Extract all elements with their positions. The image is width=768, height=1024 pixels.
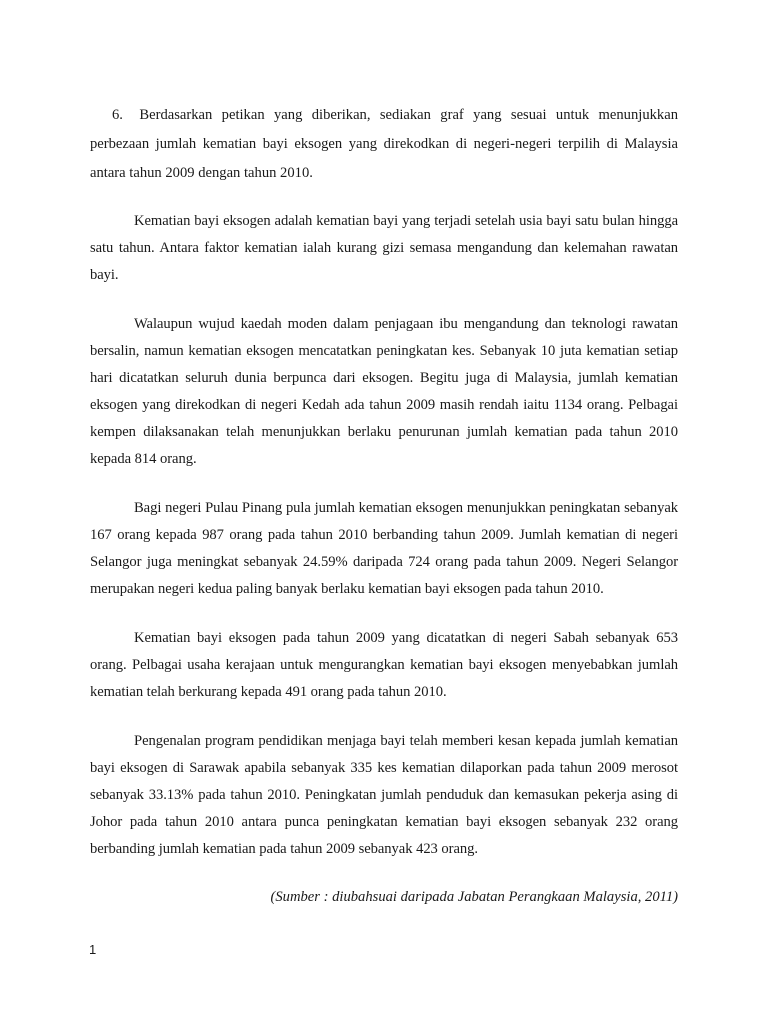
document-page <box>90 101 678 909</box>
source-citation: (Sumber : diubahsuai daripada Jabatan Perangkaan Malaysia, 2011) <box>270 889 678 905</box>
question-number: 6. <box>112 107 123 123</box>
paragraph-kedah: Walaupun wujud kaedah moden dalam penjagaan ibu mengandung dan teknologi rawatan bersalin, namun kematian eksogen mencatatkan peningkatan kes. Sebanyak 10 juta kematian setiap hari dicatatkan seluruh dunia berpunca dari eksogen. Begitu juga di Malaysia, jumlah kematian eksogen yang direkodkan di negeri Kedah ada tahun 2009 masih rendah iaitu 1134 orang. Pelbagai kempen dilaksanakan telah menunjukkan berlaku penurunan jumlah kematian pada tahun 2010 kepada 814 orang. <box>90 316 678 467</box>
paragraph-sarawak-johor: Pengenalan program pendidikan menjaga bayi telah memberi kesan kepada jumlah kematian bayi eksogen di Sarawak apabila sebanyak 335 kes kematian dilaporkan pada tahun 2009 merosot sebanyak 33.13% pada tahun 2010. Peningkatan jumlah penduduk dan kemasukan pekerja asing di Johor pada tahun 2010 antara punca peningkatan kematian bayi eksogen sebanyak 232 orang berbanding jumlah kematian pada tahun 2009 sebanyak 423 orang. <box>90 733 678 857</box>
question-6 <box>90 101 678 188</box>
page-number: 1 <box>89 942 97 957</box>
paragraph-sabah: Kematian bayi eksogen pada tahun 2009 yang dicatatkan di negeri Sabah sebanyak 653 orang. Pelbagai usaha kerajaan untuk mengurangkan kematian bayi eksogen menyebabkan jumlah kematian telah berkurang kepada 491 orang pada tahun 2010. <box>90 630 678 700</box>
paragraph-definition: Kematian bayi eksogen adalah kematian bayi yang terjadi setelah usia bayi satu bulan hingga satu tahun. Antara faktor kematian ialah kurang gizi semasa mengandung dan kelemahan rawatan bayi. <box>90 213 678 283</box>
question-text: Berdasarkan petikan yang diberikan, sediakan graf yang sesuai untuk menunjukkan perbezaan jumlah kematian bayi eksogen yang direkodkan di negeri-negeri terpilih di Malaysia antara tahun 2009 dengan tahun 2010. <box>90 107 678 181</box>
paragraph-pulau-pinang-selangor: Bagi negeri Pulau Pinang pula jumlah kematian eksogen menunjukkan peningkatan sebanyak 167 orang kepada 987 orang pada tahun 2010 berbanding tahun 2009. Jumlah kematian di negeri Selangor juga meningkat sebanyak 24.59% daripada 724 orang pada tahun 2009. Negeri Selangor merupakan negeri kedua paling banyak berlaku kematian bayi eksogen pada tahun 2010. <box>90 500 678 597</box>
